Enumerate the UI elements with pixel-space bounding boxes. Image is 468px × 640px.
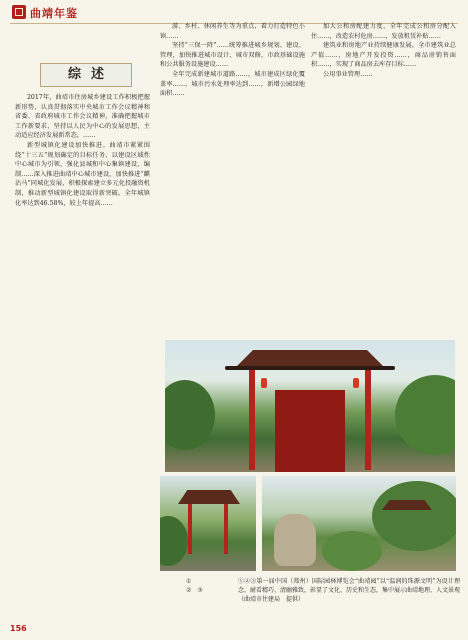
paragraph: 2017年，曲靖市住房城乡建设工作积极把握新形势，认真贯彻落实中央城市工作会议精神和省委、省政府城市工作会议精神，准确把握城市工作新要求，坚持以人民为中心的发展思想，主动适应经济发展新常态，…… [15, 94, 150, 140]
red-gate [275, 390, 345, 472]
paragraph: 游、乡村、休闲养生等为重点，着力打造特色小镇…… [160, 23, 305, 40]
paragraph: 坚持“三保一降”……统筹推进城乡规划、建设、管理，加快推进城市设计、城市双修，市政基础设施和公共服务设施建设…… [160, 42, 305, 69]
photo-caption: ①②③第一届中国（郑州）国际园林博览会“曲靖园”以“温润的珠源文明”为设计理念，耐看精巧、清幽雅致，彰显了文化、历史和生态，集中展示曲靖地理、人文景观（曲靖市住建局 提供） [238, 578, 461, 604]
pavilion-pillar [224, 504, 228, 554]
caption-photo-keys [186, 577, 203, 595]
paragraph: 建筑业和房地产业持续健康发展。全市建筑业总产值……，房地产开发投资……，商品房销售面积……，实现了商品房去库存目标…… [311, 42, 456, 69]
paragraph: 加大公租房配建力度，全年完成公租房分配入住……，改造农村危房……，发放租赁补贴…… [311, 23, 456, 40]
photo-small-pavilion [160, 476, 256, 571]
text-column-2 [160, 22, 305, 332]
photo-key: ① [186, 578, 192, 585]
paragraph: 公用事业管理…… [323, 70, 373, 78]
pavilion-pillar [249, 370, 255, 470]
yearbook-brand: 曲靖年鉴 [30, 7, 78, 20]
yearbook-logo-icon [12, 5, 26, 19]
photo-key: ③ [197, 587, 203, 594]
pavilion-roof [382, 500, 432, 510]
pavilion-pillar [365, 370, 371, 470]
lantern-icon [353, 378, 359, 388]
photo-garden-gate [165, 340, 455, 472]
page-number: 156 [10, 624, 27, 633]
section-title: 综述 [67, 67, 114, 82]
paragraph: 新型城镇化建设加快推进。曲靖市紧紧围绕“十三五”规划确定的目标任务，以建设区域性中心城市为引领，强化县城和中心集镇建设，编制……深入推进曲靖中心城市建设，加快推进“麒沾马”同城化发展，积极探索建立多元化投融资机制，推动新型城镇化建设取得新突破。全年城镇化率达到46.58%，较上年提高…… [15, 141, 150, 207]
lantern-icon [261, 378, 267, 388]
text-column-1 [15, 93, 150, 618]
tree [160, 516, 188, 566]
tree [165, 380, 215, 450]
photo-key: ② [186, 587, 192, 594]
engraved-stone [274, 514, 316, 566]
pavilion-pillar [188, 504, 192, 554]
text-column-3 [311, 22, 456, 332]
pavilion-roof [235, 348, 385, 368]
paragraph: 全年完成新建城市道路……，城市建成区绿化覆盖率……，城市污水处理率达到……，新增公园绿地面积…… [160, 70, 305, 98]
section-title-box [40, 63, 132, 87]
tree [395, 375, 455, 455]
tree [372, 481, 456, 551]
pavilion-roof [178, 490, 240, 504]
photo-stone-garden [262, 476, 456, 571]
shrub [322, 531, 382, 571]
